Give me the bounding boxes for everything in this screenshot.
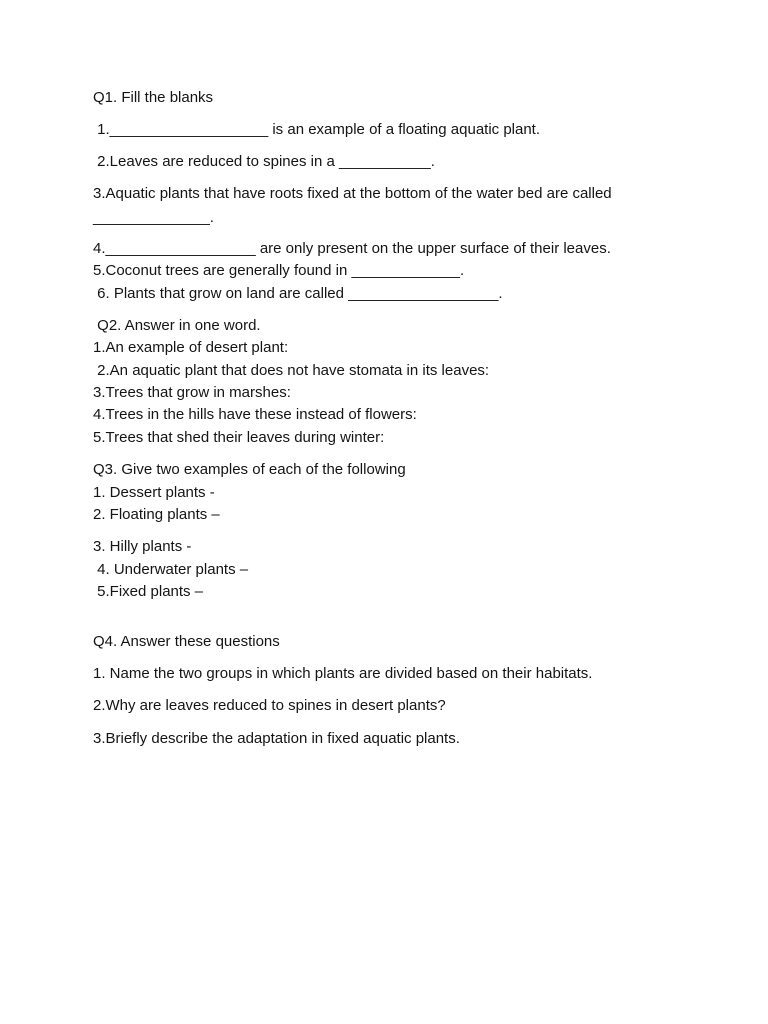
q3-heading: Q3. Give two examples of each of the following bbox=[93, 461, 406, 478]
q2-heading: Q2. Answer in one word. bbox=[93, 317, 261, 334]
q2-item-2: 2.An aquatic plant that does not have stomata in its leaves: bbox=[93, 362, 490, 379]
q3-item-1: 1. Dessert plants - bbox=[93, 484, 215, 501]
q3-item-2: 2. Floating plants – bbox=[93, 506, 220, 523]
q1-item-4: 4.__________________ are only present on the upper surface of their leaves. bbox=[93, 240, 611, 257]
q1-item-3-blank: ______________. bbox=[93, 209, 214, 226]
q1-item-6: 6. Plants that grow on land are called __________________. bbox=[93, 285, 503, 302]
q1-item-2: 2.Leaves are reduced to spines in a ___________. bbox=[93, 153, 435, 170]
q2-item-4: 4.Trees in the hills have these instead of flowers: bbox=[93, 406, 417, 423]
q4-item-1: 1. Name the two groups in which plants are divided based on their habitats. bbox=[93, 665, 593, 682]
q1-item-1: 1.___________________ is an example of a floating aquatic plant. bbox=[93, 121, 541, 138]
q3-item-5: 5.Fixed plants – bbox=[93, 583, 204, 600]
q2-item-5: 5.Trees that shed their leaves during winter: bbox=[93, 429, 385, 446]
q1-heading: Q1. Fill the blanks bbox=[93, 89, 214, 106]
q1-item-3: 3.Aquatic plants that have roots fixed at the bottom of the water bed are called bbox=[93, 185, 612, 202]
q1-item-5: 5.Coconut trees are generally found in _____________. bbox=[93, 262, 465, 279]
q2-item-1: 1.An example of desert plant: bbox=[93, 339, 289, 356]
q3-item-3: 3. Hilly plants - bbox=[93, 538, 192, 555]
q4-item-2: 2.Why are leaves reduced to spines in desert plants? bbox=[93, 697, 446, 714]
q4-heading: Q4. Answer these questions bbox=[93, 633, 280, 650]
q2-item-3: 3.Trees that grow in marshes: bbox=[93, 384, 291, 401]
q3-item-4: 4. Underwater plants – bbox=[93, 561, 249, 578]
q4-item-3: 3.Briefly describe the adaptation in fixed aquatic plants. bbox=[93, 730, 460, 747]
